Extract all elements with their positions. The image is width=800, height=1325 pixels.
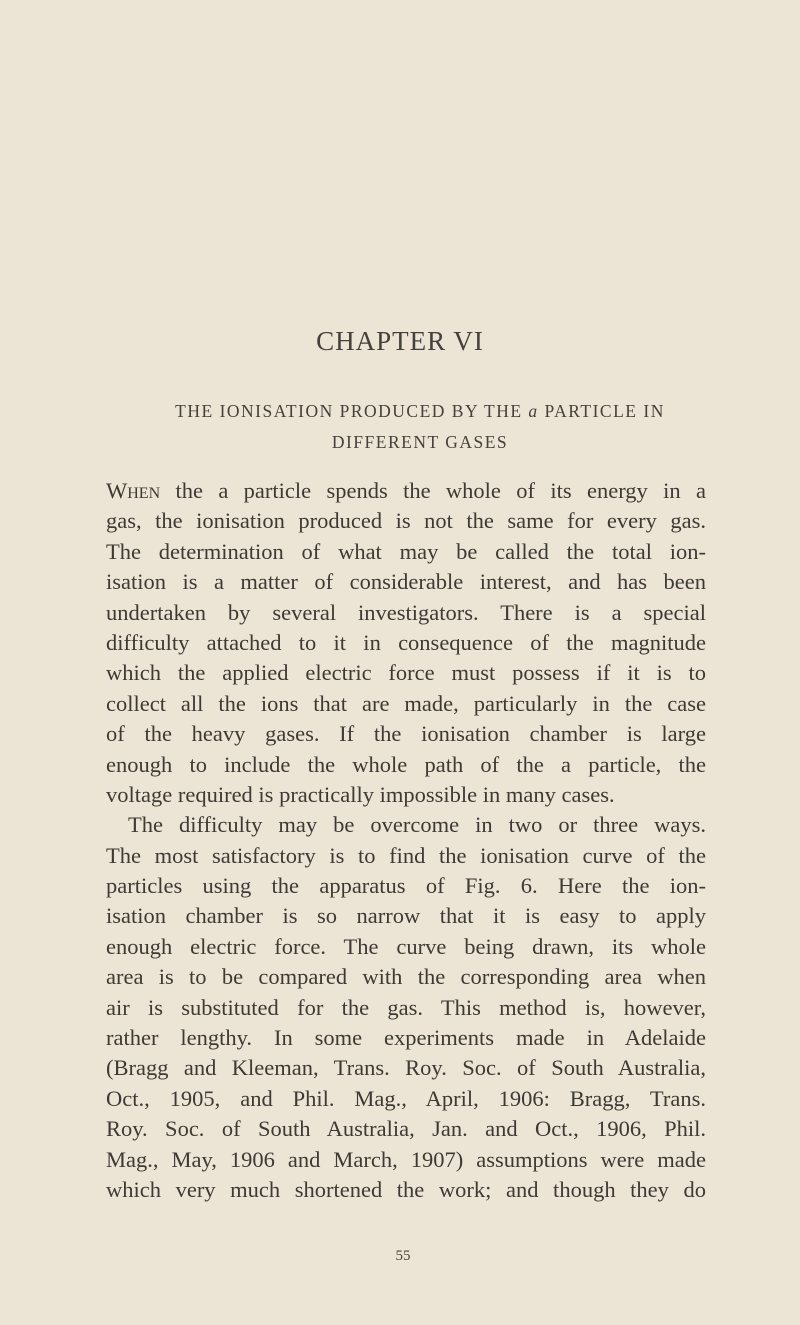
body-line: Oct., 1905, and Phil. Mag., April, 1906: Bragg, Trans. — [106, 1085, 706, 1111]
body-line: particles using the apparatus of Fig. 6. Here the ion- — [106, 873, 706, 899]
body-text — [106, 476, 706, 1205]
body-line: which the applied electric force must possess if it is to — [106, 660, 706, 686]
chapter-heading: CHAPTER VI — [316, 326, 484, 356]
body-line: which very much shortened the work; and though they do — [106, 1176, 706, 1202]
body-line: voltage required is practically impossible in many cases. — [106, 781, 615, 807]
body-line: (Bragg and Kleeman, Trans. Roy. Soc. of South Australia, — [106, 1055, 706, 1081]
body-line: The most satisfactory is to find the ionisation curve of the — [106, 842, 706, 868]
subtitle-alpha-symbol: a — [528, 401, 539, 421]
lead-word: When — [106, 478, 161, 503]
body-line: of the heavy gases. If the ionisation chamber is large — [106, 721, 706, 747]
chapter-subtitle — [120, 396, 720, 458]
subtitle-part2: PARTICLE IN — [544, 401, 665, 421]
body-line: undertaken by several investigators. There is a special — [106, 599, 706, 625]
body-line: collect all the ions that are made, particularly in the case — [106, 690, 706, 716]
page-number: 55 — [395, 1248, 411, 1264]
body-line: area is to be compared with the corresponding area when — [106, 964, 706, 990]
body-line: isation is a matter of considerable interest, and has been — [106, 569, 706, 595]
body-line: rather lengthy. In some experiments made in Adelaide — [106, 1025, 706, 1051]
subtitle-line2: DIFFERENT GASES — [331, 432, 509, 452]
body-line: difficulty attached to it in consequence of the magnitude — [106, 629, 706, 655]
subtitle-part1: THE IONISATION PRODUCED BY THE — [175, 401, 523, 421]
body-line: The difficulty may be overcome in two or three ways. — [128, 812, 706, 838]
body-line: The determination of what may be called the total ion- — [106, 538, 706, 564]
body-line: Roy. Soc. of South Australia, Jan. and Oct., 1906, Phil. — [106, 1116, 706, 1142]
body-line: enough to include the whole path of the a particle, the — [106, 751, 706, 777]
body-line: Mag., May, 1906 and March, 1907) assumptions were made — [106, 1146, 706, 1172]
body-line: When the a particle spends the whole of its energy in a — [106, 478, 706, 503]
body-line: isation chamber is so narrow that it is easy to apply — [106, 903, 706, 929]
body-line: air is substituted for the gas. This method is, however, — [106, 994, 706, 1020]
body-line: gas, the ionisation produced is not the same for every gas. — [106, 508, 706, 534]
body-line: enough electric force. The curve being drawn, its whole — [106, 933, 706, 959]
